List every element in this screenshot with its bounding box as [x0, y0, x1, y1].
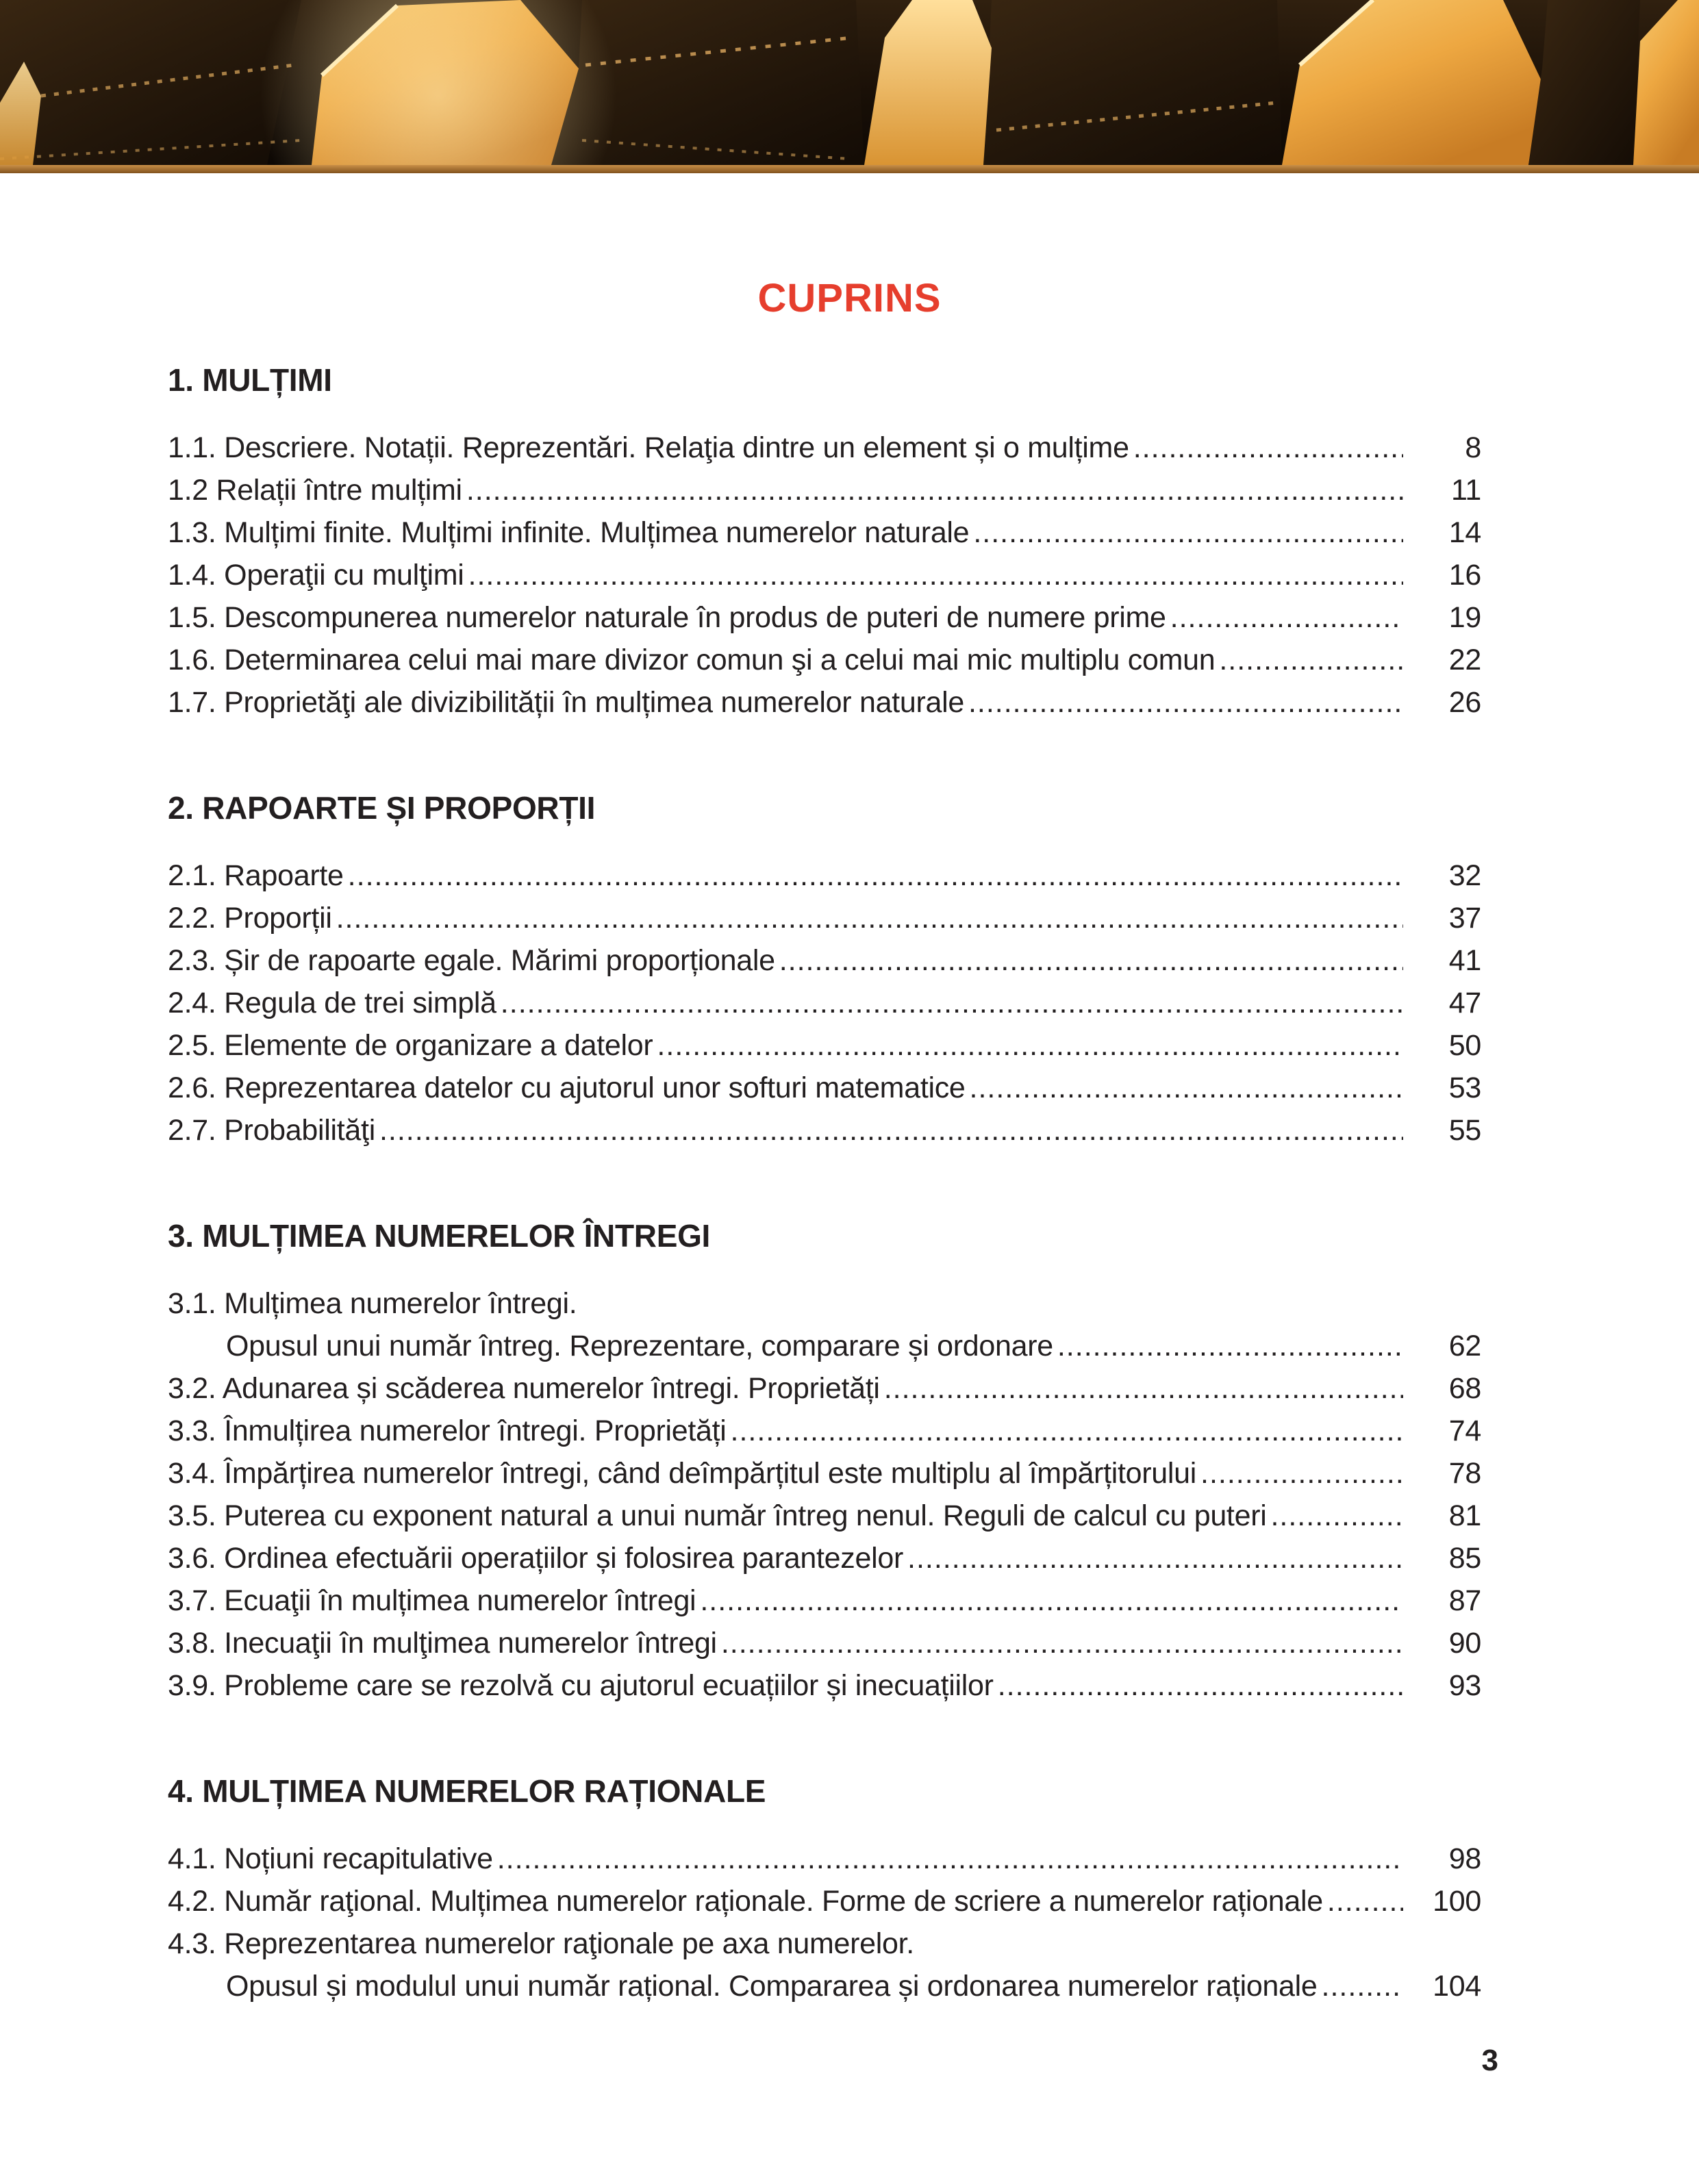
toc-entry — [168, 897, 1481, 939]
toc-entry — [168, 469, 1481, 511]
dot-leader — [1327, 1880, 1403, 1922]
page-number: 50 — [1448, 1029, 1481, 1062]
header-banner — [0, 0, 1699, 173]
page-number: 11 — [1450, 474, 1481, 507]
toc-entry — [168, 854, 1481, 897]
section-entries — [168, 854, 1481, 1152]
toc-entry — [168, 511, 1481, 554]
dot-leader — [973, 511, 1403, 554]
page-number: 85 — [1448, 1542, 1481, 1575]
toc-section — [168, 1770, 1481, 2007]
toc-entry — [168, 1067, 1481, 1109]
toc-entry-text: 3.2. Adunarea și scăderea numerelor întregi. Proprietăți — [168, 1372, 880, 1405]
page-number: 37 — [1448, 902, 1481, 935]
toc-entry-text: 3.4. Împărțirea numerelor întregi, când deîmpărțitul este multiplu al împărțitorului — [168, 1457, 1196, 1490]
toc-entry — [168, 1622, 1481, 1664]
page-number: 93 — [1448, 1669, 1481, 1702]
page-number: 47 — [1448, 987, 1481, 1019]
toc-entry — [168, 596, 1481, 639]
page-number: 100 — [1433, 1885, 1481, 1918]
dot-leader — [466, 469, 1403, 511]
toc-entry — [168, 1579, 1481, 1622]
page-number: 90 — [1448, 1627, 1481, 1660]
toc-entry-line — [168, 1965, 1481, 2007]
toc-entry — [168, 1664, 1481, 1707]
toc-entry-line — [168, 1922, 1481, 1965]
dot-leader — [1170, 596, 1403, 639]
dot-leader — [1133, 427, 1403, 469]
toc-entry-text: 2.7. Probabilităţi — [168, 1114, 375, 1147]
page-number: 26 — [1448, 686, 1481, 719]
page-number: 81 — [1448, 1499, 1481, 1532]
toc-section — [168, 1215, 1481, 1707]
toc-entry — [168, 1838, 1481, 1880]
page-number: 8 — [1465, 431, 1481, 464]
page-number: 19 — [1448, 601, 1481, 634]
section-entries — [168, 1282, 1481, 1707]
toc-entry-text: 3.1. Mulțimea numerelor întregi. — [168, 1287, 577, 1320]
dot-leader — [1057, 1325, 1403, 1367]
toc-entry — [168, 1537, 1481, 1579]
dot-leader — [348, 854, 1403, 897]
toc-entry-text: 4.2. Număr raţional. Mulțimea numerelor raționale. Forme de scriere a numerelor raționale — [168, 1885, 1323, 1918]
page-number: 68 — [1448, 1372, 1481, 1405]
dot-leader — [336, 897, 1403, 939]
toc-entry-text: 1.5. Descompunerea numerelor naturale în produs de puteri de numere prime — [168, 601, 1166, 634]
toc-section — [168, 359, 1481, 724]
toc-entry-text: 1.6. Determinarea celui mai mare divizor comun şi a celui mai mic multiplu comun — [168, 644, 1216, 676]
toc-entry-text: 2.6. Reprezentarea datelor cu ajutorul unor softuri matematice — [168, 1071, 966, 1104]
dot-leader — [1219, 639, 1403, 681]
section-heading: 1. MULȚIMI — [168, 362, 332, 398]
toc-entry-text: 3.5. Puterea cu exponent natural a unui număr întreg nenul. Reguli de calcul cu puteri — [168, 1499, 1267, 1532]
dot-leader — [721, 1622, 1403, 1664]
dot-leader — [779, 939, 1403, 982]
dot-leader — [657, 1024, 1403, 1067]
page-number: 32 — [1448, 859, 1481, 892]
page-number: 74 — [1448, 1414, 1481, 1447]
toc-section — [168, 787, 1481, 1152]
page-number: 104 — [1433, 1970, 1481, 2003]
toc-entry — [168, 1880, 1481, 1922]
toc-entry-text: 2.1. Rapoarte — [168, 859, 344, 892]
toc-entry — [168, 554, 1481, 596]
page-number: 87 — [1448, 1584, 1481, 1617]
section-heading: 2. RAPOARTE ȘI PROPORȚII — [168, 790, 596, 826]
dot-leader — [497, 1838, 1403, 1880]
toc-entry — [168, 427, 1481, 469]
section-entries — [168, 1838, 1481, 2007]
page-number: 98 — [1448, 1842, 1481, 1875]
toc-entry — [168, 939, 1481, 982]
page-number: 14 — [1448, 516, 1481, 549]
toc-entry — [168, 639, 1481, 681]
dot-leader — [468, 554, 1403, 596]
page-number: 55 — [1448, 1114, 1481, 1147]
toc-entry-text: 2.5. Elemente de organizare a datelor — [168, 1029, 653, 1062]
toc-entry — [168, 1109, 1481, 1152]
page-number: 78 — [1448, 1457, 1481, 1490]
toc-entry — [168, 1452, 1481, 1495]
dot-leader — [1270, 1495, 1403, 1537]
golden-cubes-decoration — [0, 0, 1699, 173]
dot-leader — [998, 1664, 1403, 1707]
toc-entry-text: 2.2. Proporții — [168, 902, 332, 935]
toc-entry-text: 4.1. Noțiuni recapitulative — [168, 1842, 493, 1875]
toc-entry-text: 1.3. Mulțimi finite. Mulțimi infinite. Mulțimea numerelor naturale — [168, 516, 970, 549]
toc-entry-text: Opusul unui număr întreg. Reprezentare, comparare și ordonare — [226, 1330, 1053, 1362]
page-number: 62 — [1448, 1330, 1481, 1362]
dot-leader — [1322, 1965, 1403, 2007]
toc-entry-line — [168, 1325, 1481, 1367]
toc-entry-text: 1.4. Operaţii cu mulţimi — [168, 559, 464, 592]
toc-entry-text: 2.4. Regula de trei simplă — [168, 987, 496, 1019]
dot-leader — [968, 681, 1403, 724]
dot-leader — [907, 1537, 1403, 1579]
page-number: 22 — [1448, 644, 1481, 676]
table-of-contents — [0, 359, 1699, 2007]
toc-entry — [168, 982, 1481, 1024]
section-entries — [168, 427, 1481, 724]
page-number: 53 — [1448, 1071, 1481, 1104]
dot-leader — [501, 982, 1403, 1024]
toc-entry-text: 3.7. Ecuaţii în mulțimea numerelor întregi — [168, 1584, 696, 1617]
toc-entry-text: 2.3. Șir de rapoarte egale. Mărimi proporționale — [168, 944, 775, 977]
section-heading: 3. MULȚIMEA NUMERELOR ÎNTREGI — [168, 1218, 711, 1254]
dot-leader — [884, 1367, 1403, 1410]
toc-entry — [168, 1024, 1481, 1067]
dot-leader — [970, 1067, 1403, 1109]
section-heading: 4. MULȚIMEA NUMERELOR RAȚIONALE — [168, 1773, 766, 1809]
page-title: CUPRINS — [757, 276, 942, 320]
page-number: 41 — [1448, 944, 1481, 977]
toc-entry-text: 1.2 Relații între mulțimi — [168, 474, 462, 507]
toc-entry-line — [168, 1282, 1481, 1325]
toc-entry-text: Opusul și modulul unui număr rațional. Compararea și ordonarea numerelor raționale — [226, 1970, 1318, 2003]
dot-leader — [379, 1109, 1403, 1152]
dot-leader — [731, 1410, 1403, 1452]
dot-leader — [700, 1579, 1403, 1622]
toc-entry-text: 3.9. Probleme care se rezolvă cu ajutorul ecuațiilor și inecuațiilor — [168, 1669, 994, 1702]
toc-entry-text: 1.1. Descriere. Notații. Reprezentări. Relaţia dintre un element și o mulțime — [168, 431, 1129, 464]
toc-entry-text: 3.3. Înmulțirea numerelor întregi. Proprietăți — [168, 1414, 727, 1447]
toc-entry — [168, 1367, 1481, 1410]
dot-leader — [1200, 1452, 1403, 1495]
toc-entry-text: 4.3. Reprezentarea numerelor raţionale pe axa numerelor. — [168, 1927, 914, 1960]
toc-entry-text: 3.8. Inecuaţii în mulţimea numerelor întregi — [168, 1627, 717, 1660]
toc-entry-text: 1.7. Proprietăţi ale divizibilității în mulțimea numerelor naturale — [168, 686, 964, 719]
folio-page-number: 3 — [1481, 2044, 1498, 2077]
page-number: 16 — [1448, 559, 1481, 592]
toc-entry-text: 3.6. Ordinea efectuării operațiilor și folosirea parantezelor — [168, 1542, 904, 1575]
toc-entry — [168, 681, 1481, 724]
toc-entry — [168, 1495, 1481, 1537]
toc-entry — [168, 1410, 1481, 1452]
